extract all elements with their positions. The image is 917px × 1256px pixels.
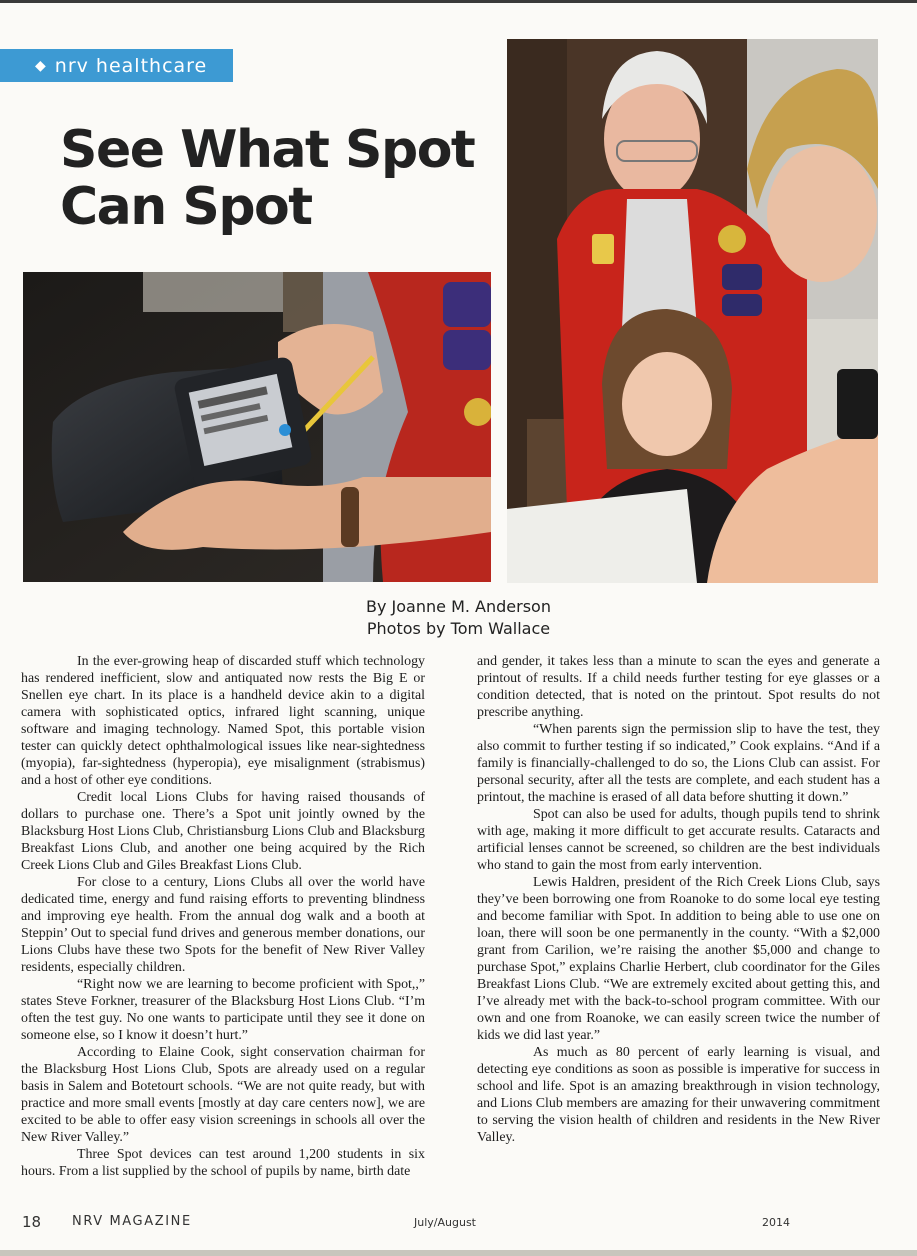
photo-spot-device-illustration [23,272,491,582]
paragraph: “When parents sign the permission slip to have the test, they also commit to further testing if so indicated,” Cook explains. “And if a family is financially-challenged to do so, the Lions Club can assist. For personal security, after all the tests are complete, and each student has a printout, the machine is erased of all data before shutting it down.” [477,722,880,805]
photo-lions-club-child-illustration [507,39,878,583]
issue-year: 2014 [762,1216,790,1229]
paragraph: “Right now we are learning to become proficient with Spot,,” states Steve Forkner, treasurer of the Blacksburg Host Lions Club. “I’m often the test guy. No one wants to participate until they see it done on someone else, so I know it doesn’t hurt.” [21,977,425,1043]
paragraph: According to Elaine Cook, sight conservation chairman for the Blacksburg Host Lions Club, Spots are already used on a regular basis in Salem and Botetourt schools. “We are not quite ready, but with practice and more small events [mostly at day care centers now], we are excited to be able to offer easy vision screenings in schools all over the New River Valley.” [21,1045,425,1145]
article-title [60,122,500,236]
section-tag [0,49,233,82]
paragraph: In the ever-growing heap of discarded stuff which technology has rendered inefficient, slow and antiquated now rests the Big E or Snellen eye chart. In its place is a handheld device akin to a digital camera with sophisticated optics, infrared light scanning, unique software and imaging technology. Named Spot, this portable vision tester can quickly detect ophthalmological issues like near-sightedness (myopia), far-sightedness (hyperopia), eye misalignment (strabismus) and a host of other eye conditions. [21,654,425,788]
paragraph: Spot can also be used for adults, though pupils tend to shrink with age, making it more difficult to get accurate results. Cataracts and artificial lenses cannot be screened, so children are the best individuals who stand to gain the most from early intervention. [477,807,880,873]
paragraph: For close to a century, Lions Clubs all over the world have dedicated time, energy and fund raising efforts to preventing blindness and improving eye health. From the annual dog walk and a booth at Steppin’ Out to special fund drives and generous member donations, our Lions Clubs have these two Spots for the benefit of New River Valley residents, especially children. [21,875,425,975]
photo-spot-device [23,272,491,582]
title-line-1: See What Spot [60,120,475,180]
paragraph-continuation: and gender, it takes less than a minute to scan the eyes and generate a printout of results. If a child needs further testing for eye glasses or a condition detected, that is noted on the printout. Spot results do not prescribe anything. [477,654,880,720]
diamond-icon: ◆ [35,57,47,74]
title-line-2: Can Spot [60,177,312,237]
section-tag-label: nrv healthcare [54,54,208,77]
paragraph: Credit local Lions Clubs for having raised thousands of dollars to purchase one. There’s a Spot unit jointly owned by the Blacksburg Host Lions Club, Christiansburg Lions Club and Blacksburg Breakfast Lions Club, and another one being acquired by the Rich Creek Lions Club and Giles Breakfast Lions Club. [21,790,425,873]
paragraph: Lewis Haldren, president of the Rich Creek Lions Club, says they’ve been borrowing one from Roanoke to do some local eye testing and become familiar with Spot. In addition to being able to use one on loan, there will soon be one permanently in the county. “With a $2,000 grant from Carilion, we’re raising the another $5,000 and change to purchase Spot,” explains Charlie Herbert, club coordinator for the Giles Breakfast Lions Club. “We are extremely excited about getting this, and I’ve already met with the back-to-school program committee. With our own and one from Roanoke, we can easily screen twice the number of kids we did last year.” [477,875,880,1043]
bottom-rule [0,1250,917,1256]
byline-author: By Joanne M. Anderson [366,597,551,616]
article-column-left [21,653,425,1180]
photo-lions-club-child [507,39,878,583]
paragraph: Three Spot devices can test around 1,200 students in six hours. From a list supplied by the school of pupils by name, birth date [21,1147,425,1179]
issue-label: July/August [414,1216,476,1229]
article-column-right [477,653,880,1146]
top-rule [0,0,917,3]
paragraph: As much as 80 percent of early learning is visual, and detecting eye conditions as soon as possible is imperative for success in school and life. Spot is an amazing breakthrough in vision technology, and Lions Club members are amazing for their unwavering commitment to serving the vision health of children and residents in the New River Valley. [477,1045,880,1145]
page-number: 18 [22,1213,42,1231]
magazine-name: NRV MAGAZINE [72,1214,192,1229]
byline-photographer: Photos by Tom Wallace [366,619,551,638]
